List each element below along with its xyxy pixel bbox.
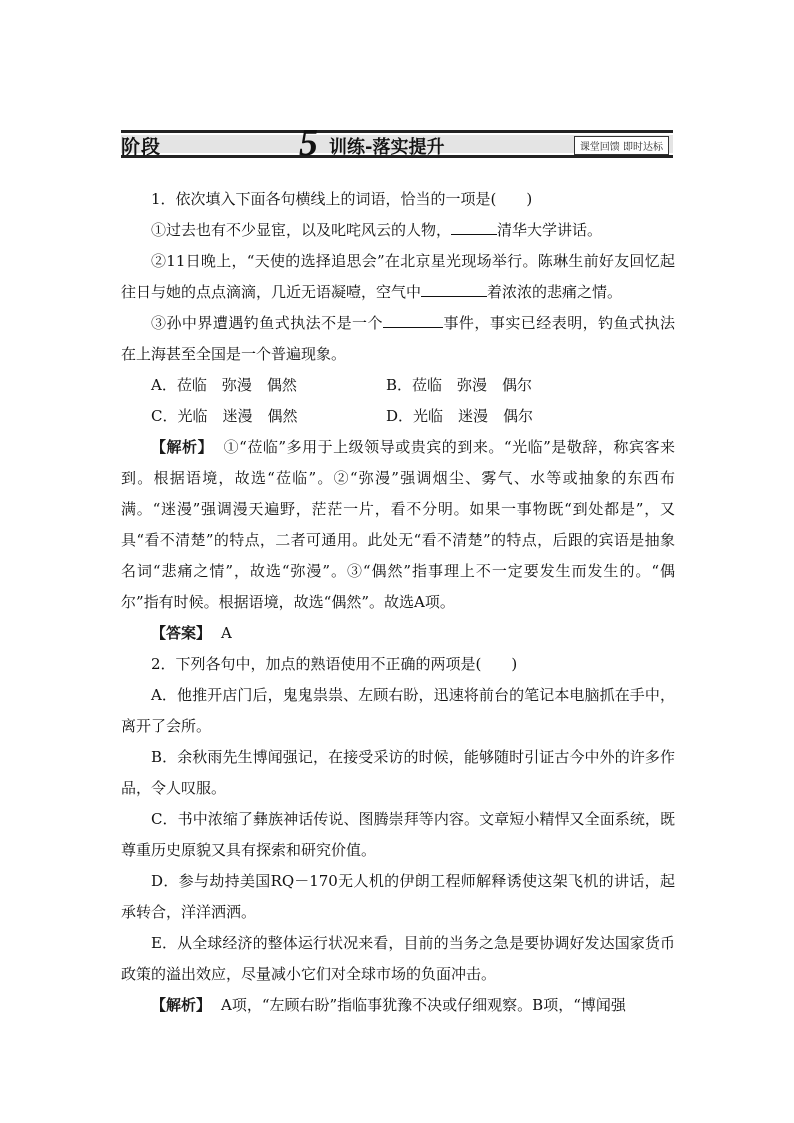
section-banner — [121, 122, 673, 164]
q2-analysis: 【解析】 A项，“左顾右盼”指临事犹豫不决或仔细观察。B项，“博闻强 — [151, 996, 626, 1014]
q1-answer — [121, 618, 675, 649]
q1-analysis: 【解析】 ①“莅临”多用于上级领导或贵宾的到来。“光临”是敬辞，称宾客来到。根据语境，故选“莅临”。②“弥漫”强调烟尘、雾气、水等或抽象的东西布满。“迷漫”强调漫天遍野，茫茫一片，看不分明。如果一事物既“到处都是”，又具“看不清楚”的特点，二者可通用。此处无“看不清楚”的特点，后跟的宾语是抽象名词“悲痛之情”，故选“弥漫”。③“偶然”指事理上不一定要发生而发生的。“偶尔”指有时候。根据语境，故选“偶然”。故选A项。 — [121, 438, 675, 611]
question-2-stem: 2．下列各句中，加点的熟语使用不正确的两项是( ) — [151, 655, 518, 673]
stage-prefix: 阶段 — [121, 136, 162, 158]
stage-number: 5 — [299, 122, 318, 164]
q1-sentence-3: ③孙中界遭遇钓鱼式执法不是一个 事件，事实已经表明，钓鱼式执法在上海甚至全国是一个普遍现象。 — [121, 314, 675, 363]
option-d: D．光临 迷漫 偶尔 — [386, 407, 534, 425]
analysis-label: 【解析】 — [151, 996, 212, 1014]
option-a: A．莅临 弥漫 偶然 — [151, 376, 297, 394]
section-tag: 课堂回馈 即时达标 — [574, 136, 669, 155]
q2-item-a: A．他推开店门后，鬼鬼祟祟、左顾右盼，迅速将前台的笔记本电脑抓在手中，离开了会所。 — [121, 686, 675, 735]
fill-blank — [383, 313, 443, 328]
q1-sentence-2: ②11日晚上，“天使的选择追思会”在北京星光现场举行。陈琳生前好友回忆起往日与她的点点滴滴，几近无语凝噎，空气中 着浓浓的悲痛之情。 — [121, 252, 675, 301]
q2-item-d: D．参与劫持美国RQ－170无人机的伊朗工程师解释诱使这架飞机的讲话，起承转合，洋洋洒洒。 — [121, 872, 675, 921]
q2-item-e: E．从全球经济的整体运行状况来看，目前的当务之急是要协调好发达国家货币政策的溢出效应，尽量减小它们对全球市场的负面冲击。 — [121, 934, 675, 983]
answer-value: A — [221, 624, 232, 642]
fill-blank — [421, 282, 487, 297]
q2-item-c: C．书中浓缩了彝族神话传说、图腾崇拜等内容。文章短小精悍又全面系统，既尊重历史原貌又具有探索和研究价值。 — [121, 810, 675, 859]
q1-options-row-2 — [121, 401, 675, 432]
option-b: B．莅临 弥漫 偶尔 — [386, 376, 533, 394]
document-body — [121, 184, 675, 1021]
option-c: C．光临 迷漫 偶然 — [151, 407, 298, 425]
answer-label: 【答案】 — [151, 624, 212, 642]
q2-item-b: B．余秋雨先生博闻强记，在接受采访的时候，能够随时引证古今中外的许多作品，令人叹服。 — [121, 748, 675, 797]
analysis-label: 【解析】 — [151, 438, 214, 456]
section-title: 训练-落实提升 — [329, 137, 445, 158]
q1-sentence-1: ①过去也有不少显宦，以及叱咤风云的人物， 清华大学讲话。 — [151, 221, 603, 239]
question-1-stem: 1．依次填入下面各句横线上的词语，恰当的一项是( ) — [151, 190, 533, 208]
fill-blank — [451, 220, 497, 235]
q1-options-row-1 — [121, 370, 675, 401]
